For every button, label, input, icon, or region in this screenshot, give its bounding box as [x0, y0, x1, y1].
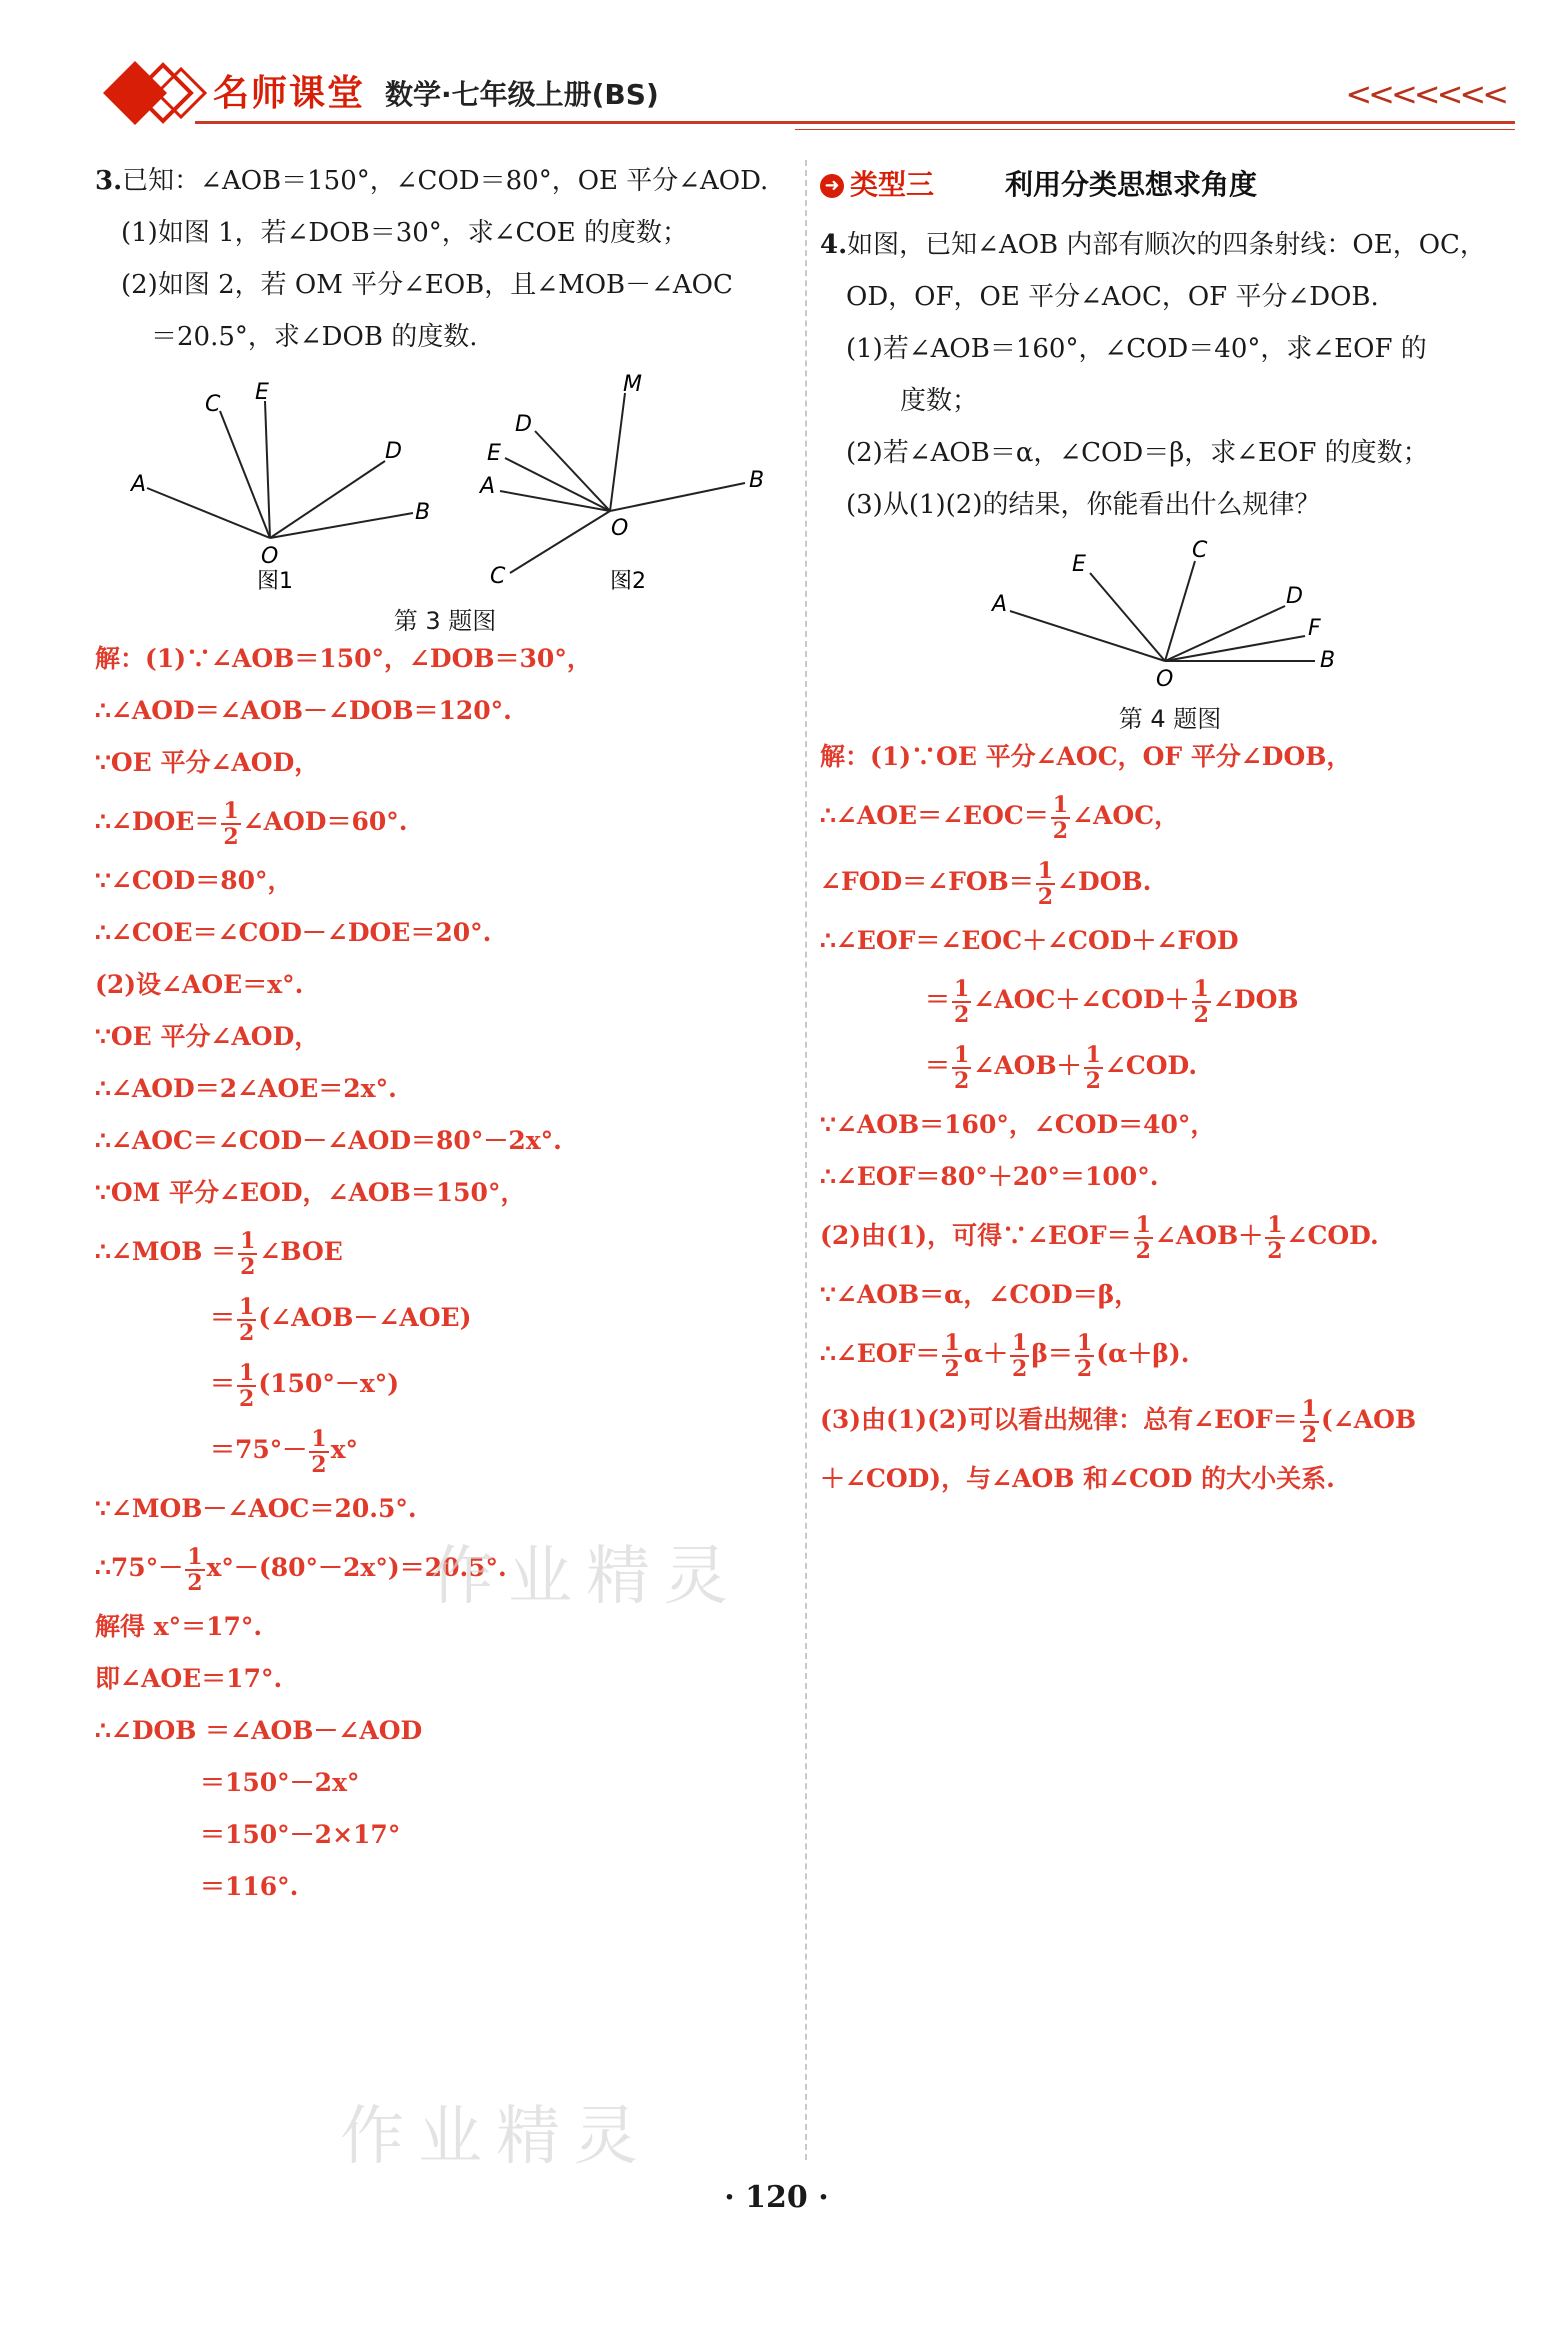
fig2-name: 图2: [610, 569, 646, 593]
section-title: 利用分类思想求角度: [1005, 168, 1258, 201]
fig2-label-e: E: [487, 441, 501, 466]
fraction-denominator: 2: [223, 823, 239, 850]
q4-figure: [820, 531, 1520, 731]
fig1-label-a: A: [131, 472, 147, 497]
equals-sign: ＝: [925, 985, 951, 1014]
sol-text: (α＋β).: [1096, 1339, 1190, 1368]
section-tag-text: 类型三: [850, 168, 935, 201]
sol-line: (2)设∠AOE＝x°.: [95, 970, 304, 999]
fraction-numerator: 1: [240, 1227, 256, 1254]
q4-part1-a: (1)若∠AOB＝160°，∠COD＝40°，求∠EOF 的: [846, 334, 1427, 364]
book-title: 数学·七年级上册(BS): [385, 78, 659, 111]
fraction-numerator: 1: [1037, 857, 1054, 884]
sol-line: ∵OE 平分∠AOD，: [95, 1022, 320, 1051]
sol-text: ∴∠DOE＝: [95, 807, 220, 836]
fraction-denominator: 2: [1037, 883, 1054, 910]
sol-line: ∵∠AOB＝α，∠COD＝β，: [820, 1280, 1140, 1309]
fraction-numerator: 1: [311, 1425, 327, 1452]
fraction-numerator: 1: [239, 1293, 255, 1320]
fig2-ray-b: [610, 483, 745, 511]
q3-figure-svg: [95, 363, 795, 593]
fig2-ray-m: [610, 393, 625, 511]
q3-given: [95, 155, 795, 207]
fraction-denominator: 2: [1052, 817, 1069, 844]
section-tag: [820, 163, 934, 203]
q4-solution: [820, 731, 1520, 1505]
fraction-half: [309, 1427, 328, 1477]
sol-text: (150°－x°): [258, 1369, 400, 1398]
fraction-denominator: 2: [1085, 1067, 1101, 1094]
sol-line: [95, 789, 795, 855]
sol-text: β＝: [1031, 1339, 1073, 1368]
sol-text: (∠AOB－∠AOE): [258, 1303, 472, 1332]
q4-given-text: 如图，已知∠AOB 内部有顺次的四条射线：OE，OC，: [847, 230, 1486, 260]
fig1-ray-a: [147, 488, 270, 538]
sol-text: ＝75°－: [210, 1435, 308, 1464]
q3-part1: (1)如图 1，若∠DOB＝30°，求∠COE 的度数；: [121, 218, 689, 248]
q4-label-c: C: [1192, 538, 1208, 563]
fig1-label-o: O: [261, 544, 279, 569]
q3-part2-b: ＝20.5°，求∠DOB 的度数.: [151, 322, 478, 352]
sol-line: ∴∠EOF＝∠EOC＋∠COD＋∠FOD: [820, 926, 1239, 955]
sol-text: ∠AOC，: [1072, 801, 1180, 830]
q4-figure-svg: [820, 531, 1520, 691]
fig1-label-d: D: [385, 439, 402, 464]
sol-text: ∠COD.: [1286, 1221, 1379, 1250]
fraction-denominator: 2: [1076, 1355, 1093, 1382]
right-column: [820, 155, 1520, 1505]
page-header: [95, 55, 1515, 130]
sol-line: ∴∠EOF＝80°＋20°＝100°.: [820, 1162, 1159, 1191]
sol-line: [820, 1321, 1520, 1387]
watermark: 作业精灵: [340, 2100, 652, 2174]
sol-text: ∠DOB.: [1057, 867, 1152, 896]
q4-ray-f: [1165, 636, 1305, 661]
q4-label-e: E: [1072, 552, 1086, 577]
q3-figures: [95, 363, 795, 633]
fraction-denominator: 2: [954, 1001, 970, 1028]
sol-line: [820, 967, 1520, 1033]
sol-text: (3)由(1)(2)可以看出规律：总有∠EOF＝: [820, 1405, 1298, 1434]
q4-given-a: [820, 219, 1520, 271]
sol-line: [95, 1809, 795, 1861]
q3-given-text: 已知：∠AOB＝150°，∠COD＝80°，OE 平分∠AOD.: [122, 166, 769, 196]
fig1-label-e: E: [255, 380, 269, 405]
sol-line: [820, 849, 1520, 915]
fig1-ray-d: [270, 461, 385, 538]
fraction-numerator: 1: [187, 1543, 203, 1570]
sol-line: ∵OM 平分∠EOD，∠AOB＝150°，: [95, 1178, 526, 1207]
sol-text: ∠AOB＋: [973, 1051, 1082, 1080]
sol-line: [95, 1417, 795, 1483]
sol-line: ∴∠AOC＝∠COD－∠AOD＝80°－2x°.: [95, 1126, 562, 1155]
sol-line: [95, 1861, 795, 1913]
brand-title: 名师课堂: [213, 73, 366, 114]
q4-label-d: D: [1286, 584, 1303, 609]
sol-line: ∵∠MOB－∠AOC＝20.5°.: [95, 1494, 417, 1523]
header-rule: [195, 121, 815, 124]
q3-figure-caption: 第 3 题图: [393, 607, 497, 635]
q4-given-b: OD，OF，OE 平分∠AOC，OF 平分∠DOB.: [846, 282, 1379, 312]
sol-line: 解得 x°＝17°.: [95, 1612, 263, 1641]
sol-line: [820, 783, 1520, 849]
sol-text: ∠BOE: [259, 1237, 343, 1266]
sol-line: [820, 1203, 1520, 1269]
fraction-half: [1134, 1213, 1153, 1263]
fraction-half: [942, 1331, 961, 1381]
q4-figure-caption: 第 4 题图: [1118, 705, 1222, 733]
fraction-half: [238, 1229, 257, 1279]
sol-line: ∴∠AOD＝∠AOB－∠DOB＝120°.: [95, 696, 512, 725]
fraction-half: [1051, 793, 1070, 843]
left-column: [95, 155, 795, 1913]
fraction-half: [237, 1361, 256, 1411]
figure-2: [500, 393, 745, 573]
fraction-denominator: 2: [1012, 1355, 1028, 1382]
fraction-numerator: 1: [1193, 975, 1209, 1002]
fraction-denominator: 2: [944, 1355, 960, 1382]
sol-text: ∠FOD＝∠FOB＝: [820, 867, 1034, 896]
equals-sign: ＝: [925, 1051, 951, 1080]
fig1-label-c: C: [205, 392, 221, 417]
fraction-numerator: 1: [1267, 1211, 1283, 1238]
fig2-ray-c: [510, 511, 610, 573]
watermark: 作业精灵: [430, 1540, 742, 1614]
sol-line: 解：(1)∵∠AOB＝150°，∠DOB＝30°，: [95, 644, 592, 673]
sol-line: ∵∠AOB＝160°，∠COD＝40°，: [820, 1110, 1216, 1139]
fig2-ray-e: [505, 458, 610, 511]
q4-part2: (2)若∠AOB＝α，∠COD＝β，求∠EOF 的度数；: [846, 438, 1429, 468]
fraction-half: [185, 1545, 204, 1595]
fig1-ray-b: [270, 513, 413, 538]
q4-ray-a: [1010, 611, 1165, 661]
sol-text: ∴75°－: [95, 1553, 184, 1582]
fraction-half: [952, 977, 971, 1027]
sol-line: 即∠AOE＝17°.: [95, 1664, 283, 1693]
chevron-decoration-icon: <<<<<<<: [1345, 75, 1505, 113]
equals-sign: ＝: [210, 1369, 236, 1398]
q4-number: 4.: [820, 230, 848, 260]
sol-line: [95, 1757, 795, 1809]
q4-label-o: O: [1156, 667, 1174, 691]
header-rule-right: [795, 121, 1515, 124]
q4-part3: (3)从(1)(2)的结果，你能看出什么规律？: [846, 490, 1321, 520]
fraction-denominator: 2: [239, 1319, 255, 1346]
sol-text: x°: [330, 1435, 359, 1464]
logo-diamond-icon: [95, 55, 225, 130]
fraction-denominator: 2: [1135, 1237, 1151, 1264]
fraction-numerator: 1: [1012, 1329, 1028, 1356]
fraction-numerator: 1: [1076, 1329, 1093, 1356]
sol-text: ＝116°.: [200, 1872, 299, 1901]
fig1-name: 图1: [257, 569, 293, 593]
fraction-half: [1192, 977, 1211, 1027]
sol-text: x°－(80°－2x°)＝20.5°.: [206, 1553, 507, 1582]
sol-line: [95, 1285, 795, 1351]
fraction-half: [1265, 1213, 1284, 1263]
fraction-numerator: 1: [944, 1329, 960, 1356]
q4-part1-b: 度数；: [900, 386, 979, 416]
fig2-label-m: M: [623, 372, 642, 397]
fraction-numerator: 1: [1301, 1395, 1317, 1422]
fraction-denominator: 2: [1193, 1001, 1209, 1028]
sol-text: ∠DOB: [1212, 985, 1299, 1014]
fraction-numerator: 1: [954, 1041, 970, 1068]
fig1-ray-c: [220, 411, 270, 538]
q4-label-a: A: [992, 592, 1008, 617]
sol-text: ＝150°－2×17°: [200, 1820, 401, 1849]
q3-solution: [95, 633, 795, 1913]
fraction-half: [1036, 859, 1055, 909]
q4-label-f: F: [1308, 616, 1321, 641]
fig2-label-d: D: [515, 412, 532, 437]
fraction-denominator: 2: [1267, 1237, 1283, 1264]
sol-line: ∴∠DOB ＝∠AOB－∠AOD: [95, 1716, 423, 1745]
section-header: [820, 155, 1520, 215]
fig2-label-a: A: [480, 474, 496, 499]
q4-ray-e: [1090, 573, 1165, 661]
sol-line: [95, 1351, 795, 1417]
column-divider: [805, 160, 807, 2160]
fraction-denominator: 2: [1301, 1421, 1317, 1448]
fraction-denominator: 2: [239, 1385, 255, 1412]
sol-text: (2)由(1)，可得∵∠EOF＝: [820, 1221, 1132, 1250]
sol-text: α＋: [963, 1339, 1008, 1368]
fig1-label-b: B: [415, 500, 431, 525]
sol-line: [820, 1387, 1520, 1453]
sol-text: ∴∠MOB ＝: [95, 1237, 237, 1266]
fraction-numerator: 1: [1052, 791, 1069, 818]
fig1-ray-e: [265, 401, 270, 538]
sol-line: ∴∠AOD＝2∠AOE＝2x°.: [95, 1074, 397, 1103]
page-number: · 120 ·: [724, 2180, 829, 2215]
q3-part2-a: (2)如图 2，若 OM 平分∠EOB，且∠MOB－∠AOC: [121, 270, 733, 300]
fraction-half: [952, 1043, 971, 1093]
sol-text: ∠AOC＋∠COD＋: [973, 985, 1190, 1014]
sol-line: ∴∠COE＝∠COD－∠DOE＝20°.: [95, 918, 492, 947]
fraction-denominator: 2: [240, 1253, 256, 1280]
sol-line: [820, 1033, 1520, 1099]
fraction-numerator: 1: [1135, 1211, 1151, 1238]
sol-line: ∵OE 平分∠AOD，: [95, 748, 320, 777]
equals-sign: ＝: [210, 1303, 236, 1332]
fig2-label-o: O: [611, 516, 629, 541]
fraction-half: [1300, 1397, 1319, 1447]
fraction-numerator: 1: [954, 975, 970, 1002]
sol-text: (∠AOB: [1321, 1405, 1417, 1434]
figure-1: [147, 401, 413, 538]
fraction-half: [221, 799, 240, 849]
sol-text: ∠AOD＝60°.: [242, 807, 408, 836]
fraction-denominator: 2: [954, 1067, 970, 1094]
fraction-denominator: 2: [311, 1451, 327, 1478]
q4-ray-d: [1165, 606, 1285, 661]
arrow-right-icon: ➜: [820, 174, 844, 198]
sol-line: ＋∠COD)，与∠AOB 和∠COD 的大小关系.: [820, 1464, 1335, 1493]
fraction-half: [1075, 1331, 1094, 1381]
sol-text: ∠COD.: [1104, 1051, 1198, 1080]
sol-line: [95, 1219, 795, 1285]
sol-text: ＝150°－2x°: [200, 1768, 360, 1797]
q4-ray-c: [1165, 561, 1195, 661]
fig2-label-b: B: [749, 468, 765, 493]
fraction-numerator: 1: [239, 1359, 255, 1386]
sol-text: ∴∠AOE＝∠EOC＝: [820, 801, 1049, 830]
fraction-numerator: 1: [1085, 1041, 1101, 1068]
fraction-half: [1010, 1331, 1029, 1381]
sol-line: 解：(1)∵OE 平分∠AOC，OF 平分∠DOB，: [820, 742, 1352, 771]
header-rule-thin: [795, 129, 1515, 130]
sol-text: ∴∠EOF＝: [820, 1339, 941, 1368]
sol-text: ∠AOB＋: [1154, 1221, 1264, 1250]
q4-label-b: B: [1320, 648, 1336, 673]
fraction-half: [1084, 1043, 1103, 1093]
fig2-label-c: C: [490, 564, 506, 589]
fraction-numerator: 1: [223, 797, 239, 824]
fraction-denominator: 2: [187, 1569, 203, 1596]
sol-line: ∵∠COD＝80°，: [95, 866, 293, 895]
q3-number: 3.: [95, 166, 123, 196]
fraction-half: [237, 1295, 256, 1345]
